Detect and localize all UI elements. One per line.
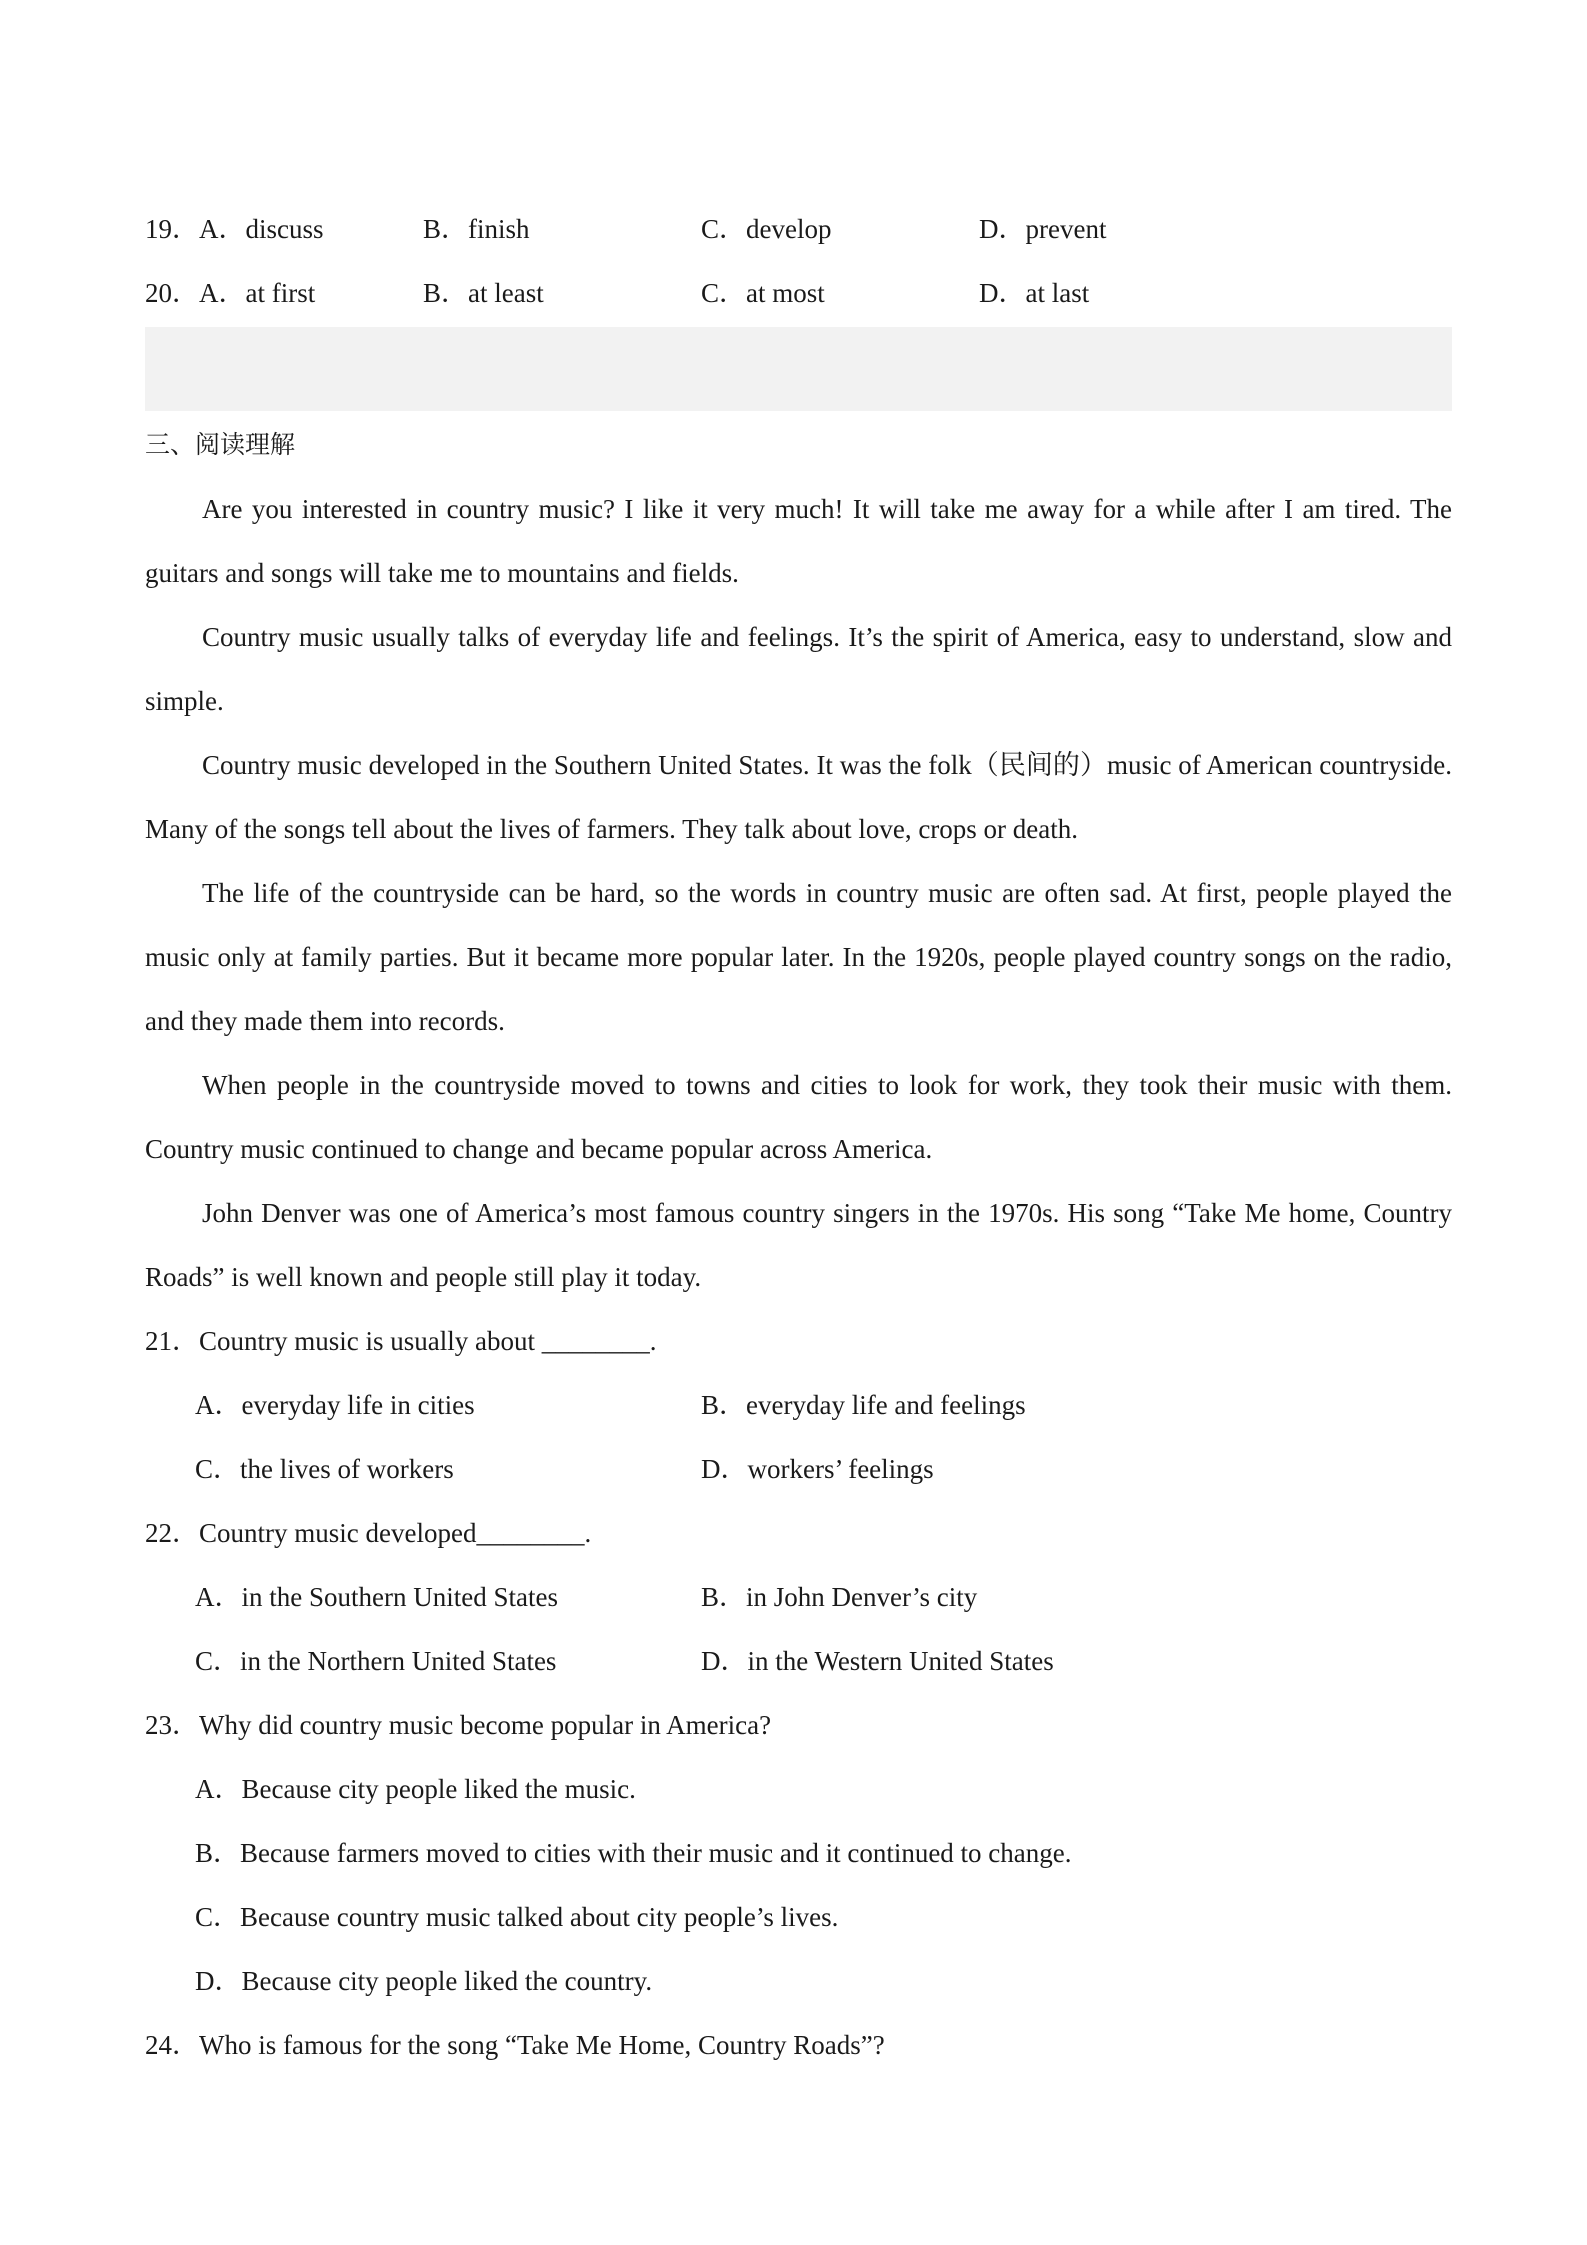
- q19-option-c: C．develop: [701, 214, 832, 244]
- passage-paragraph-6: John Denver was one of America’s most famous country singers in the 1970s. His song “Take Me home, Country Roads” is well known and people still play it today.: [145, 1198, 1452, 1292]
- q23-option-b: B．Because farmers moved to cities with their music and it continued to change.: [195, 1838, 1072, 1868]
- question-21-row-2: [145, 1437, 1452, 1501]
- q20-option-c: C．at most: [701, 278, 825, 308]
- q19-option-b: B．finish: [423, 214, 530, 244]
- q20-option-a: [145, 261, 315, 325]
- q23-option-d: D．Because city people liked the country.: [195, 1966, 653, 1996]
- question-22-row-1: [145, 1565, 1452, 1629]
- page-content: [145, 197, 1452, 2077]
- question-21-row-1: [145, 1373, 1452, 1437]
- question-22-stem: 22．Country music developed________.: [145, 1518, 592, 1548]
- passage-paragraph-4: The life of the countryside can be hard, so the words in country music are often sad. At first, people played the music only at family parties. But it became more popular later. In the 1920s, people played country songs on the radio, and they made them into records.: [145, 878, 1452, 1036]
- q20-number: 20．: [145, 278, 199, 308]
- q20-option-b: B．at least: [423, 278, 544, 308]
- passage-paragraph-2: Country music usually talks of everyday life and feelings. It’s the spirit of America, easy to understand, slow and simple.: [145, 622, 1452, 716]
- q19-number: 19．: [145, 214, 199, 244]
- q22-option-a: A．in the Southern United States: [195, 1582, 558, 1612]
- q19-a-text: A．discuss: [199, 214, 324, 244]
- passage-paragraph-5: When people in the countryside moved to towns and cities to look for work, they took their music with them. Country music continued to change and became popular across America.: [145, 1070, 1452, 1164]
- question-22-row-2: [145, 1629, 1452, 1693]
- passage-paragraph-3: Country music developed in the Southern United States. It was the folk（民间的）music of American countryside. Many of the songs tell about the lives of farmers. They talk about love, crops or death.: [145, 750, 1452, 844]
- section-title: 三、阅读理解: [145, 430, 296, 459]
- q22-option-c: C．in the Northern United States: [195, 1646, 557, 1676]
- q21-option-d: D．workers’ feelings: [701, 1454, 934, 1484]
- q23-option-a: A．Because city people liked the music.: [195, 1774, 636, 1804]
- q22-option-d: D．in the Western United States: [701, 1646, 1054, 1676]
- question-19-options: [145, 197, 1452, 261]
- question-21-stem: 21．Country music is usually about ________.: [145, 1326, 657, 1356]
- q22-option-b: B．in John Denver’s city: [701, 1582, 978, 1612]
- gray-divider-band: [145, 327, 1452, 411]
- question-20-options: [145, 261, 1452, 325]
- passage-paragraph-1: Are you interested in country music? I like it very much! It will take me away for a while after I am tired. The guitars and songs will take me to mountains and fields.: [145, 494, 1452, 588]
- q19-option-a: [145, 197, 324, 261]
- question-24-stem: 24．Who is famous for the song “Take Me Home, Country Roads”?: [145, 2030, 885, 2060]
- q20-option-d: D．at last: [979, 278, 1090, 308]
- q23-option-c: C．Because country music talked about city people’s lives.: [195, 1902, 839, 1932]
- q21-option-a: A．everyday life in cities: [195, 1390, 475, 1420]
- q20-a-text: A．at first: [199, 278, 316, 308]
- q21-option-b: B．everyday life and feelings: [701, 1390, 1026, 1420]
- question-23-stem: 23．Why did country music become popular in America?: [145, 1710, 772, 1740]
- q21-option-c: C．the lives of workers: [195, 1454, 454, 1484]
- q19-option-d: D．prevent: [979, 214, 1107, 244]
